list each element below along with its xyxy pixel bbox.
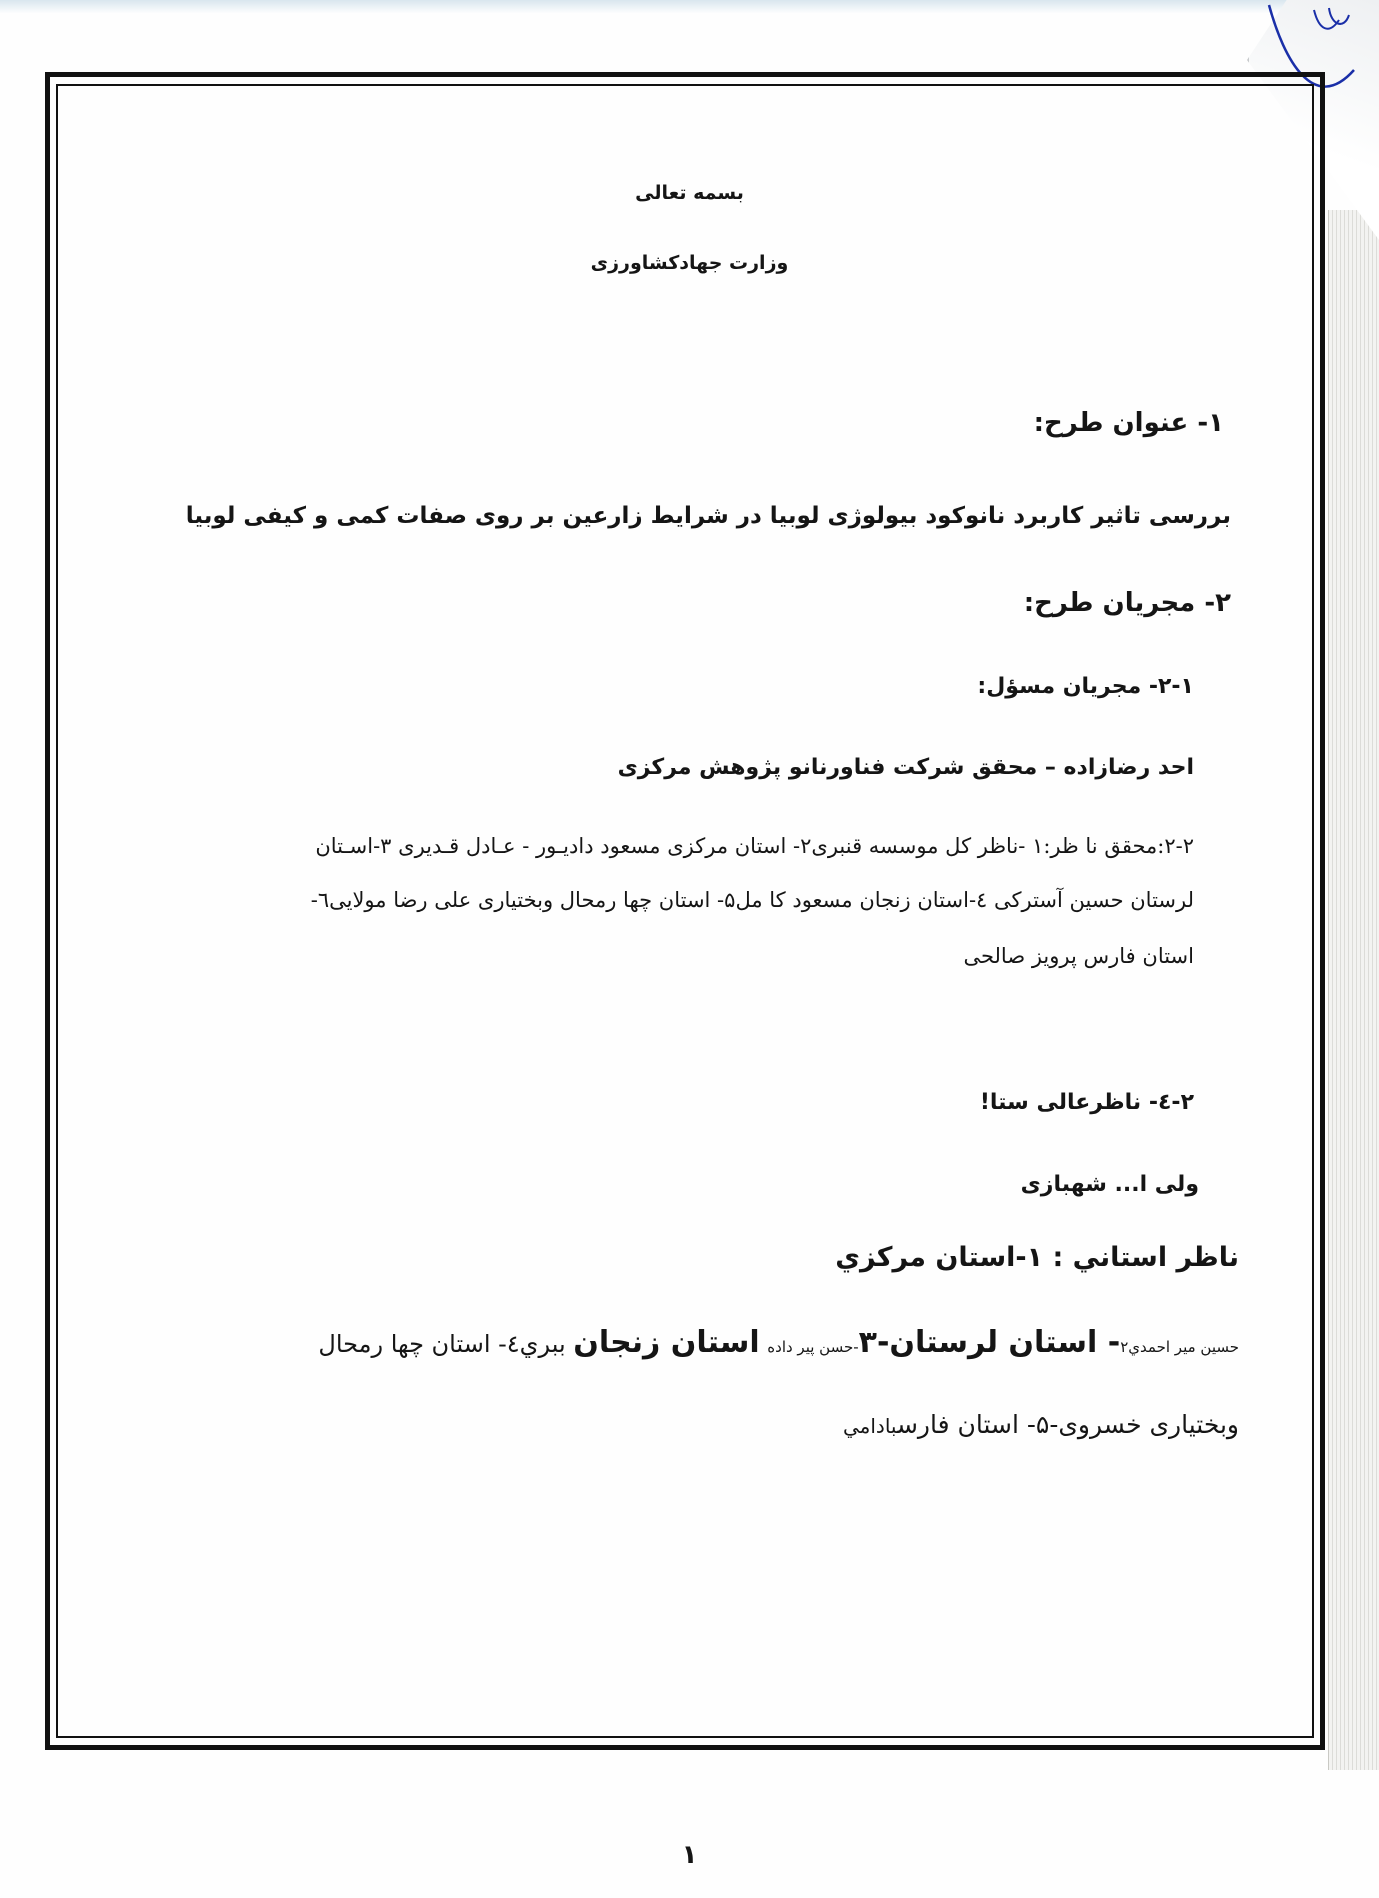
province-fars: وبختیاری خسروی-۵- استان فارس	[896, 1410, 1239, 1439]
supervising-researchers-line-1: ۲-۲:محقق نا ظر:۱ -ناظر کل موسسه قنبری۲- استان مرکزی مسعود دادیـور - عـادل قـدیری ۳-اسـتان	[315, 834, 1194, 858]
responsible-executors-heading: ۲-۱- مجریان مسؤل:	[977, 674, 1194, 699]
project-title: بررسی تاثیر کاربرد نانوکود بیولوژی لوبیا در شرایط زارعین بر روی صفات کمی و کیفی لوبیا	[185, 503, 1231, 529]
province-zanjan: استان زنجان	[573, 1325, 760, 1360]
senior-supervisor-heading: ۲-٤- ناظرعالی ستا!	[979, 1090, 1194, 1115]
section-2-heading: ۲- مجریان طرح:	[1023, 588, 1231, 618]
responsible-executor-name: احد رضازاده – محقق شرکت فناورنانو پژوهش مرکزی	[617, 755, 1194, 780]
provincial-supervisor-heading: ناظر استاني : ۱-استان مركزي	[835, 1242, 1239, 1273]
province-lorestan: - استان لرستان-۳	[858, 1325, 1121, 1360]
senior-supervisor-name: ولی ا... شهبازی	[1020, 1172, 1199, 1197]
supervising-researchers-line-3: استان فارس پرویز صالحی	[963, 944, 1194, 968]
supervisor-pirdadeh: -حسن پير داده	[767, 1338, 859, 1356]
provincial-supervisors-line-2	[843, 1410, 1239, 1439]
section-1-heading: ۱- عنوان طرح:	[1033, 408, 1224, 438]
supervising-researchers-line-2: لرستان حسین آسترکی ٤-استان زنجان مسعود کا مل۵- استان چها رمحال وبختیاری علی رضا مولایی٦-	[310, 888, 1194, 912]
supervisor-mirahmadi: حسين مير احمدي۲	[1120, 1338, 1239, 1356]
basmala-heading: بسمه تعالی	[635, 182, 744, 204]
provincial-supervisors-line-1	[318, 1325, 1239, 1360]
province-chaharmahal: ببري٤- استان چها رمحال	[318, 1330, 566, 1358]
supervisor-badami: بادامي	[842, 1414, 897, 1438]
page-number: ۱	[681, 1840, 698, 1870]
ministry-heading: وزارت جهادکشاورزی	[590, 252, 789, 274]
